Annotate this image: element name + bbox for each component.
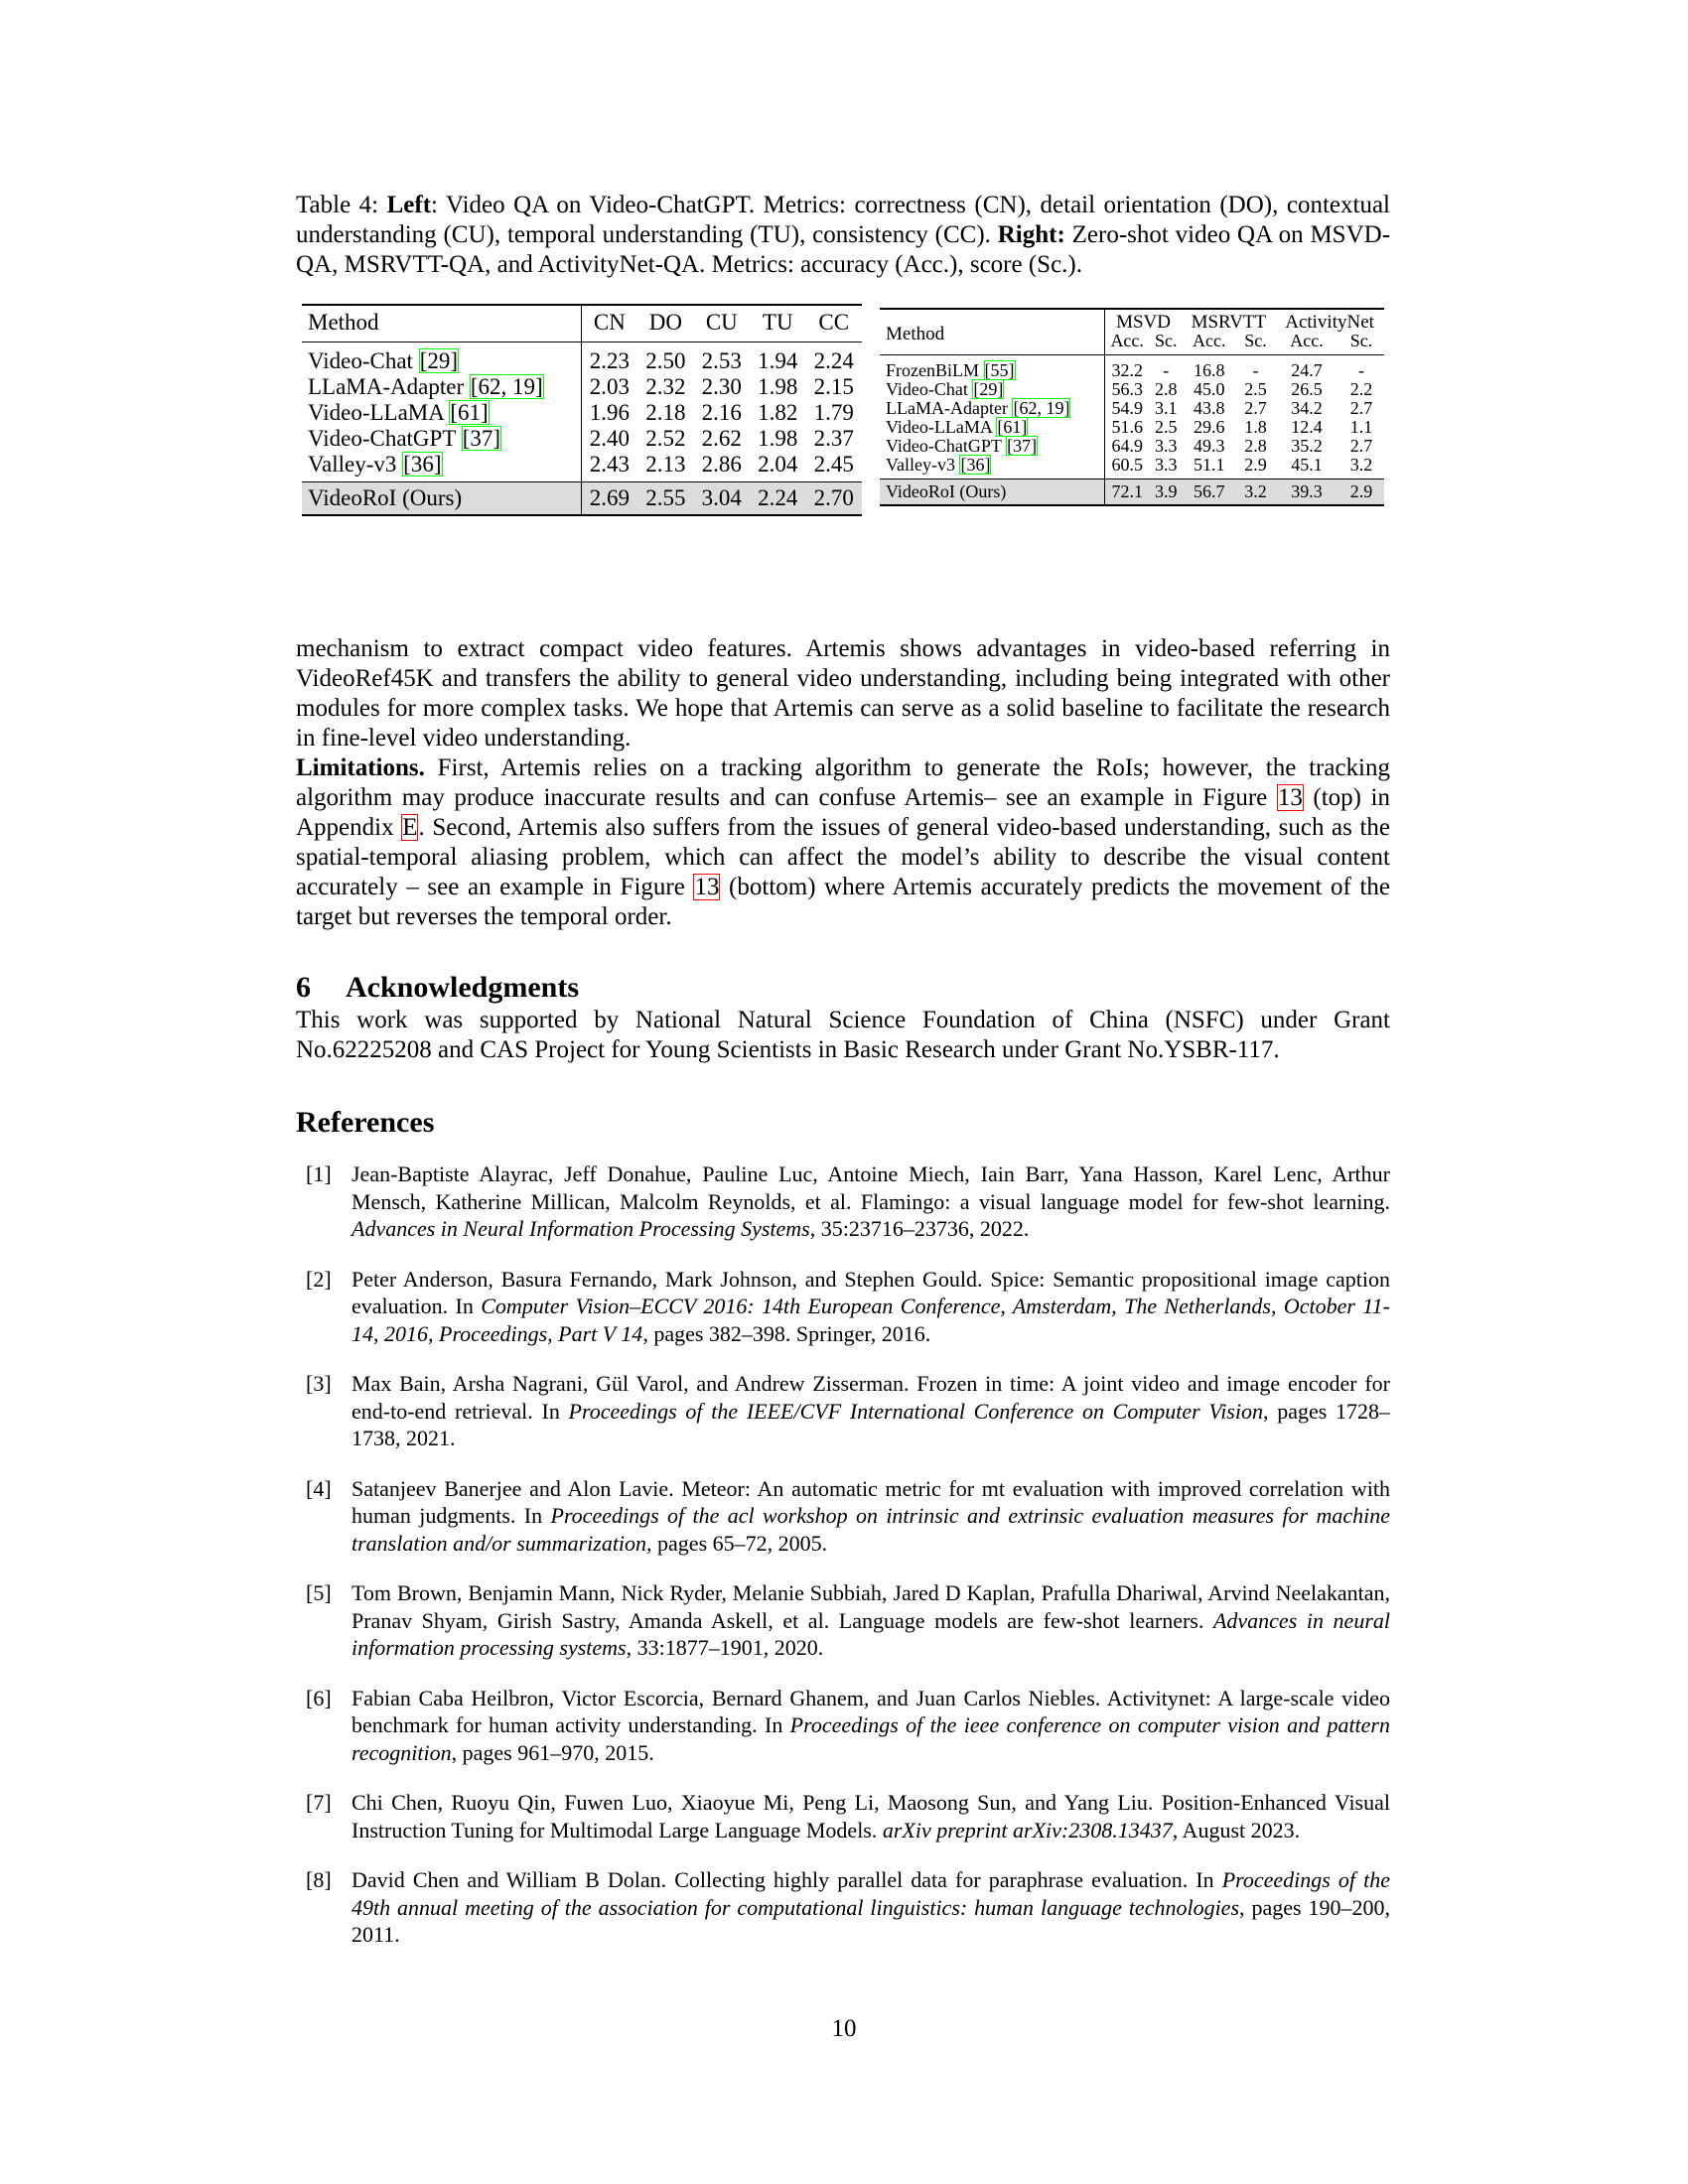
right-value-cell: 1.8 bbox=[1244, 417, 1267, 437]
citation-link[interactable]: [37] bbox=[462, 426, 501, 451]
right-method-cell bbox=[880, 355, 1104, 381]
appendix-link-e[interactable]: E bbox=[402, 814, 418, 841]
right-value-cell: 49.3 bbox=[1194, 436, 1225, 456]
method-name: FrozenBiLM bbox=[886, 360, 979, 380]
reference-details: , pages 190–200, 2011. bbox=[352, 1894, 1391, 1947]
right-value-cell: - bbox=[1150, 355, 1183, 381]
reference-authors-title: David Chen and William B Dolan. Collecting highly parallel data for paraphrase evaluation. In bbox=[352, 1867, 1222, 1892]
method-name: Valley-v3 bbox=[886, 455, 955, 475]
figure-link-13-bottom[interactable]: 13 bbox=[694, 874, 720, 900]
right-value-cell: 2.5 bbox=[1244, 379, 1267, 399]
left-value-cell: 2.24 bbox=[805, 342, 862, 375]
right-value-cell: 26.5 bbox=[1291, 379, 1323, 399]
reference-authors-title: Chi Chen, Ruoyu Qin, Fuwen Luo, Xiaoyue Mi, Peng Li, Maosong Sun, and Yang Liu. Position-Enhanced Visual Instruction Tuning for Multimodal Large Language Models. bbox=[352, 1790, 1390, 1843]
left-table bbox=[302, 304, 862, 516]
ack-section-title: Acknowledgments bbox=[346, 971, 580, 1004]
citation-link[interactable]: [29] bbox=[973, 379, 1004, 399]
right-value-cell: 51.1 bbox=[1194, 455, 1225, 475]
right-value-cell: 3.2 bbox=[1349, 455, 1373, 475]
caption-label: Table 4: bbox=[296, 192, 379, 218]
reference-label: [8] bbox=[306, 1867, 332, 1892]
left-header-cell: Method bbox=[302, 305, 581, 342]
reference-authors-title: Satanjeev Banerjee and Alon Lavie. Meteor: An automatic metric for mt evaluation with improved correlation with human judgments. In bbox=[352, 1475, 1390, 1528]
right-table-row bbox=[880, 456, 1384, 479]
caption-right-text: Zero-shot video QA on MSVD-QA, MSRVTT-QA, and ActivityNet-QA. Metrics: accuracy (Acc.), score (Sc.). bbox=[296, 221, 1391, 278]
left-value-cell: 2.13 bbox=[645, 452, 686, 477]
right-value-cell: 3.3 bbox=[1154, 436, 1178, 456]
ours-value-cell: 3.9 bbox=[1150, 479, 1183, 506]
reference-item bbox=[296, 1475, 1390, 1558]
reference-venue: Proceedings of the IEEE/CVF International Conference on Computer Vision bbox=[568, 1398, 1263, 1424]
caption-right-head: Right: bbox=[997, 221, 1065, 248]
citation-link[interactable]: [62, 19] bbox=[1013, 398, 1070, 418]
left-value-cell: 2.43 bbox=[581, 452, 637, 482]
left-value-cell: 2.30 bbox=[701, 374, 742, 399]
reference-label: [1] bbox=[306, 1161, 332, 1186]
reference-list bbox=[296, 1160, 1390, 1949]
right-value-cell: 43.8 bbox=[1194, 398, 1225, 418]
left-method-cell bbox=[302, 452, 581, 482]
method-name: Valley-v3 bbox=[308, 452, 397, 477]
paper-page bbox=[296, 191, 1390, 1972]
left-value-cell: 2.40 bbox=[581, 426, 637, 452]
left-method-cell bbox=[302, 342, 581, 375]
right-method-cell bbox=[880, 399, 1104, 418]
reference-authors-title: Fabian Caba Heilbron, Victor Escorcia, Bernard Ghanem, and Juan Carlos Niebles. Activitynet: A large-scale video benchmark for human activity understanding. In bbox=[352, 1685, 1390, 1737]
right-value-cell: 45.0 bbox=[1194, 379, 1225, 399]
paragraph-conclusion: mechanism to extract compact video features. Artemis shows advantages in video-based referring in VideoRef45K and transfers the ability to general video understanding, including being integrated with other modules for more complex tasks. We hope that Artemis can serve as a solid baseline to facilitate the research in fine-level video understanding. bbox=[296, 635, 1390, 751]
ours-value-cell: 3.04 bbox=[694, 482, 750, 516]
left-table-header-row bbox=[302, 305, 862, 342]
left-value-cell: 1.94 bbox=[750, 342, 805, 375]
caption-left-head: Left bbox=[386, 192, 432, 218]
reference-authors-title: Jean-Baptiste Alayrac, Jeff Donahue, Pauline Luc, Antoine Miech, Iain Barr, Yana Hasson, Karel Lenc, Arthur Mensch, Katherine Millican, Malcolm Reynolds, et al. Flamingo: a visual language model for few-shot learning. bbox=[352, 1161, 1390, 1214]
ack-heading bbox=[296, 970, 1390, 1006]
right-table-row bbox=[880, 380, 1384, 399]
right-value-cell: 64.9 bbox=[1104, 437, 1150, 456]
left-value-cell: 2.32 bbox=[645, 374, 686, 399]
right-value-cell: 35.2 bbox=[1291, 436, 1323, 456]
ours-value-cell: 2.24 bbox=[750, 482, 805, 516]
reference-details: , pages 1728–1738, 2021. bbox=[352, 1398, 1391, 1450]
ours-value-cell: 3.2 bbox=[1236, 479, 1275, 506]
citation-link[interactable]: [36] bbox=[403, 452, 442, 477]
right-value-cell: 34.2 bbox=[1291, 398, 1323, 418]
reference-item bbox=[296, 1370, 1390, 1452]
caption-left-text: : Video QA on Video-ChatGPT. Metrics: correctness (CN), detail orientation (DO), contextual understanding (CU), temporal understanding (TU), consistency (CC). bbox=[296, 192, 1390, 248]
left-header-cell: CC bbox=[805, 305, 862, 342]
reference-details: , 35:23716–23736, 2022. bbox=[809, 1216, 1030, 1241]
limitations-t2: (top) in Appendix bbox=[296, 784, 1390, 841]
right-value-cell: - bbox=[1236, 355, 1275, 381]
right-value-cell: 16.8 bbox=[1183, 355, 1236, 381]
right-value-cell: 60.5 bbox=[1104, 456, 1150, 479]
right-method-header: Method bbox=[880, 309, 1104, 355]
reference-venue: Proceedings of the 49th annual meeting of the association for computational linguistics: human language technologies bbox=[352, 1867, 1391, 1920]
left-value-cell: 2.16 bbox=[701, 400, 742, 425]
reference-item bbox=[296, 1685, 1390, 1767]
right-table-row bbox=[880, 418, 1384, 437]
method-name: Video-LLaMA bbox=[886, 417, 992, 437]
method-name: Video-Chat bbox=[886, 379, 968, 399]
right-method-cell bbox=[880, 456, 1104, 479]
left-value-cell: 1.79 bbox=[813, 400, 854, 425]
limitations-t3: . Second, Artemis also suffers from the issues of general video-based understanding, such as the spatial-temporal aliasing problem, which can affect the model’s ability to describe the visual content accurately – see an example in Figure bbox=[296, 814, 1390, 900]
limitations-t1: First, Artemis relies on a tracking algorithm to generate the RoIs; however, the tracking algorithm may produce inaccurate results and can confuse Artemis– see an example in Figure bbox=[296, 754, 1390, 811]
right-value-cell: 2.7 bbox=[1244, 398, 1267, 418]
right-method-cell bbox=[880, 380, 1104, 399]
paragraph-limitations bbox=[296, 753, 1390, 932]
right-table bbox=[880, 308, 1384, 506]
citation-link[interactable]: [36] bbox=[960, 455, 991, 475]
right-subheader-cell: Acc. bbox=[1104, 332, 1150, 355]
citation-link[interactable]: [61] bbox=[450, 400, 489, 425]
ours-value-cell: 39.3 bbox=[1275, 479, 1338, 506]
left-value-cell: 2.03 bbox=[581, 374, 637, 400]
right-value-cell: 2.8 bbox=[1154, 379, 1178, 399]
reference-label: [7] bbox=[306, 1790, 332, 1815]
right-subheader-cell: Acc. bbox=[1290, 331, 1324, 350]
reference-details: , August 2023. bbox=[1172, 1817, 1301, 1843]
reference-venue: Proceedings of the ieee conference on computer vision and pattern recognition bbox=[352, 1712, 1390, 1765]
right-subheader-cell: Sc. bbox=[1154, 331, 1178, 350]
method-name: Video-ChatGPT bbox=[886, 436, 1002, 456]
left-table-row bbox=[302, 452, 862, 482]
reference-details: , pages 65–72, 2005. bbox=[646, 1530, 828, 1556]
left-value-cell: 2.86 bbox=[701, 452, 742, 477]
left-table-row bbox=[302, 342, 862, 375]
reference-item bbox=[296, 1160, 1390, 1243]
right-method-cell bbox=[880, 437, 1104, 456]
reference-venue: arXiv preprint arXiv:2308.13437 bbox=[882, 1817, 1173, 1843]
left-table-row bbox=[302, 374, 862, 400]
ours-value-cell: 2.9 bbox=[1338, 479, 1384, 506]
right-value-cell: 51.6 bbox=[1104, 418, 1150, 437]
left-value-cell: 2.53 bbox=[694, 342, 750, 375]
reference-item bbox=[296, 1266, 1390, 1348]
right-value-cell: 2.9 bbox=[1244, 455, 1267, 475]
reference-venue: Proceedings of the acl workshop on intrinsic and extrinsic evaluation measures for machine translation and/or summarization bbox=[352, 1503, 1390, 1556]
right-value-cell: 54.9 bbox=[1104, 399, 1150, 418]
right-table-row bbox=[880, 355, 1384, 381]
right-table-ours-row bbox=[880, 479, 1384, 506]
right-value-cell: 24.7 bbox=[1275, 355, 1338, 381]
right-table-row bbox=[880, 437, 1384, 456]
method-name: LLaMA-Adapter bbox=[308, 374, 465, 399]
right-value-cell: 12.4 bbox=[1291, 417, 1323, 437]
right-value-cell: 1.1 bbox=[1349, 417, 1373, 437]
method-name: Video-ChatGPT bbox=[308, 426, 456, 451]
right-value-cell: 2.8 bbox=[1244, 436, 1267, 456]
reference-details: , pages 961–970, 2015. bbox=[451, 1739, 654, 1765]
reference-details: , pages 382–398. Springer, 2016. bbox=[642, 1320, 931, 1346]
method-name: Video-LLaMA bbox=[308, 400, 444, 425]
right-value-cell: 2.5 bbox=[1154, 417, 1178, 437]
left-value-cell: 2.15 bbox=[813, 374, 854, 399]
right-group-header: ActivityNet bbox=[1275, 309, 1384, 332]
right-value-cell: 45.1 bbox=[1291, 455, 1323, 475]
ours-value-cell: 2.55 bbox=[637, 482, 693, 516]
right-group-header: MSRVTT bbox=[1183, 309, 1276, 332]
reference-label: [5] bbox=[306, 1580, 332, 1605]
page-number: 10 bbox=[831, 2015, 857, 2042]
reference-details: , 33:1877–1901, 2020. bbox=[626, 1635, 824, 1660]
left-value-cell: 2.45 bbox=[813, 452, 854, 477]
limitations-head: Limitations. bbox=[296, 754, 425, 781]
ours-value-cell: 2.70 bbox=[805, 482, 862, 516]
reference-item bbox=[296, 1866, 1390, 1949]
left-table-row bbox=[302, 426, 862, 452]
right-value-cell: 56.3 bbox=[1104, 380, 1150, 399]
left-value-cell: 1.98 bbox=[758, 426, 798, 451]
reference-label: [4] bbox=[306, 1475, 332, 1501]
ack-section-number: 6 bbox=[296, 971, 311, 1004]
figure-link-13-top[interactable]: 13 bbox=[1277, 784, 1303, 811]
reference-authors-title: Tom Brown, Benjamin Mann, Nick Ryder, Melanie Subbiah, Jared D Kaplan, Prafulla Dhariwal, Arvind Neelakantan, Pranav Shyam, Girish Sastry, Amanda Askell, et al. Language models are few-shot learners. bbox=[352, 1580, 1390, 1633]
right-value-cell: 3.1 bbox=[1154, 398, 1178, 418]
left-value-cell: 2.04 bbox=[758, 452, 798, 477]
left-value-cell: 1.98 bbox=[758, 374, 798, 399]
tables-row bbox=[296, 292, 1390, 634]
citation-link[interactable]: [37] bbox=[1007, 436, 1038, 456]
left-method-cell bbox=[302, 426, 581, 452]
left-value-cell: 2.52 bbox=[645, 426, 686, 451]
citation-link[interactable]: [29] bbox=[419, 348, 459, 373]
left-value-cell: 2.62 bbox=[701, 426, 742, 451]
left-header-cell: TU bbox=[750, 305, 805, 342]
reference-label: [6] bbox=[306, 1685, 332, 1710]
limitations-t4: (bottom) where Artemis accurately predicts the movement of the target but reverses the temporal order. bbox=[296, 874, 1390, 930]
right-group-header: MSVD bbox=[1104, 309, 1183, 332]
right-subheader-cell: Sc. bbox=[1244, 331, 1267, 350]
left-header-cell: DO bbox=[637, 305, 693, 342]
right-subheader-cell: Sc. bbox=[1349, 331, 1373, 350]
reference-item bbox=[296, 1579, 1390, 1662]
right-value-cell: 2.7 bbox=[1349, 398, 1373, 418]
references-heading: References bbox=[296, 1106, 435, 1139]
right-value-cell: - bbox=[1338, 355, 1384, 381]
reference-label: [3] bbox=[306, 1371, 332, 1396]
right-method-cell bbox=[880, 418, 1104, 437]
citation-link[interactable]: [55] bbox=[984, 360, 1015, 380]
reference-item bbox=[296, 1789, 1390, 1843]
left-table-row bbox=[302, 400, 862, 426]
left-value-cell: 2.37 bbox=[813, 426, 854, 451]
right-value-cell: 29.6 bbox=[1194, 417, 1225, 437]
ours-method-cell: VideoRoI (Ours) bbox=[302, 482, 581, 516]
table-caption bbox=[296, 191, 1390, 280]
right-table-group-row bbox=[880, 309, 1384, 332]
right-subheader-cell: Acc. bbox=[1193, 331, 1226, 350]
left-value-cell: 2.50 bbox=[637, 342, 693, 375]
reference-authors-title: Peter Anderson, Basura Fernando, Mark Johnson, and Stephen Gould. Spice: Semantic propositional image caption evaluation. In bbox=[352, 1266, 1390, 1318]
left-method-cell bbox=[302, 374, 581, 400]
right-value-cell: 32.2 bbox=[1104, 355, 1150, 381]
reference-venue: Advances in neural information processing systems bbox=[352, 1607, 1390, 1660]
reference-label: [2] bbox=[306, 1266, 332, 1292]
ack-paragraph: This work was supported by National Natural Science Foundation of China (NSFC) under Grant No.62225208 and CAS Project for Young Scientists in Basic Research under Grant No.YSBR-117. bbox=[296, 1007, 1390, 1063]
citation-link[interactable]: [61] bbox=[997, 417, 1028, 437]
reference-venue: Computer Vision–ECCV 2016: 14th European Conference, Amsterdam, The Netherlands, October 11-14, 2016, Proceedings, Part V 14 bbox=[352, 1294, 1390, 1346]
left-table-ours-row bbox=[302, 482, 862, 516]
reference-authors-title: Max Bain, Arsha Nagrani, Gül Varol, and Andrew Zisserman. Frozen in time: A joint video and image encoder for end-to-end retrieval. In bbox=[352, 1371, 1390, 1424]
ours-value-cell: 56.7 bbox=[1183, 479, 1236, 506]
left-value-cell: 1.82 bbox=[758, 400, 798, 425]
ours-value-cell: 2.69 bbox=[581, 482, 637, 516]
right-value-cell: 3.3 bbox=[1154, 455, 1178, 475]
method-name: Video-Chat bbox=[308, 348, 413, 373]
citation-link[interactable]: [62, 19] bbox=[470, 374, 543, 399]
left-value-cell: 1.96 bbox=[581, 400, 637, 426]
left-header-cell: CN bbox=[581, 305, 637, 342]
ours-value-cell: 72.1 bbox=[1104, 479, 1150, 506]
method-name: LLaMA-Adapter bbox=[886, 398, 1008, 418]
left-header-cell: CU bbox=[694, 305, 750, 342]
left-value-cell: 2.23 bbox=[581, 342, 637, 375]
right-table-row bbox=[880, 399, 1384, 418]
ours-method-cell: VideoRoI (Ours) bbox=[880, 479, 1104, 506]
left-method-cell bbox=[302, 400, 581, 426]
reference-venue: Advances in Neural Information Processing Systems bbox=[352, 1216, 810, 1241]
right-value-cell: 2.7 bbox=[1349, 436, 1373, 456]
left-value-cell: 2.18 bbox=[645, 400, 686, 425]
right-value-cell: 2.2 bbox=[1349, 379, 1373, 399]
